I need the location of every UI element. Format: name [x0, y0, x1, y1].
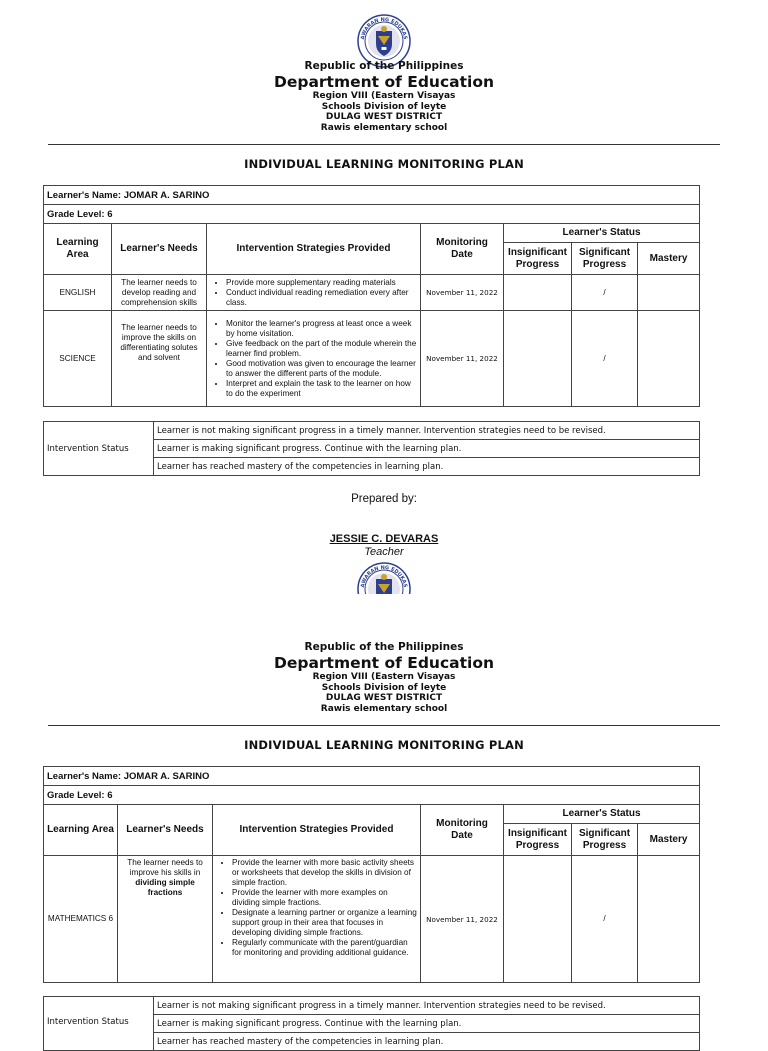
school-line: Rawis elementary school	[320, 703, 448, 714]
mastery-cell	[638, 275, 700, 311]
district-line: DULAG WEST DISTRICT	[325, 693, 443, 703]
strategy-item: • Regularly communicate with the parent/guardian for monitoring and providing additional guidance.	[232, 938, 417, 958]
col-strategies: Intervention Strategies Provided	[213, 805, 421, 856]
date-cell: November 11, 2022	[421, 311, 504, 407]
col-mastery: Mastery	[638, 824, 700, 856]
insignificant-cell	[504, 275, 572, 311]
strategies-cell	[213, 856, 421, 983]
needs-cell: The learner needs to improve the skills on differentiating solutes and solvent	[112, 311, 207, 407]
monitoring-table	[43, 766, 700, 983]
date-cell: November 11, 2022	[421, 856, 504, 983]
status-line: Learner has reached mastery of the competencies in learning plan.	[154, 1033, 700, 1051]
table-row	[44, 856, 700, 983]
status-line: Learner is making significant progress. Continue with the learning plan.	[154, 1015, 700, 1033]
seal-clip	[357, 562, 411, 594]
col-learners-status: Learner's Status	[504, 805, 700, 824]
teacher-name: JESSIE C. DEVARAS	[329, 533, 439, 545]
strategies-cell	[207, 311, 421, 407]
department-line: Department of Education	[273, 73, 495, 91]
mastery-cell	[638, 856, 700, 983]
needs-cell: The learner needs to develop reading and comprehension skills	[112, 275, 207, 311]
strategy-item: • Give feedback on the part of the module wherein the learner find problem.	[226, 339, 417, 359]
col-learners-status: Learner's Status	[504, 224, 700, 243]
intervention-status-table	[43, 421, 700, 476]
insignificant-cell	[504, 856, 572, 983]
col-monitoring-date: Monitoring Date	[421, 224, 504, 275]
col-learning-area: Learning Area	[44, 224, 112, 275]
area-cell: MATHEMATICS 6	[44, 856, 118, 983]
strategy-item: • Designate a learning partner or organize a learning support group in their area that focuses in developing dividing simple fractions.	[232, 908, 417, 938]
teacher-role: Teacher	[364, 546, 404, 558]
status-line: Learner has reached mastery of the competencies in learning plan.	[154, 458, 700, 476]
col-insignificant: Insignificant Progress	[504, 824, 572, 856]
area-cell: ENGLISH	[44, 275, 112, 311]
area-cell: SCIENCE	[44, 311, 112, 407]
mastery-cell	[638, 311, 700, 407]
strategy-item: • Interpret and explain the task to the learner on how to do the experiment	[226, 379, 417, 399]
republic-line: Republic of the Philippines	[304, 60, 464, 72]
region-line: Region VIII (Eastern Visayas	[312, 672, 456, 682]
strategy-item: • Monitor the learner's progress at least once a week by home visitation.	[226, 319, 417, 339]
district-line: DULAG WEST DISTRICT	[325, 112, 443, 122]
grade-level: Grade Level: 6	[44, 786, 700, 805]
significant-mark: /	[572, 856, 638, 983]
col-significant: Significant Progress	[572, 824, 638, 856]
strategy-item: • Good motivation was given to encourage the learner to answer the different parts of the module.	[226, 359, 417, 379]
department-line: Department of Education	[273, 654, 495, 672]
region-line: Region VIII (Eastern Visayas	[312, 91, 456, 101]
status-line: Learner is not making significant progress in a timely manner. Intervention strategies need to be revised.	[154, 422, 700, 440]
strategy-item: • Provide more supplementary reading materials	[226, 278, 417, 288]
col-significant: Significant Progress	[572, 243, 638, 275]
strategies-cell	[207, 275, 421, 311]
plan-title: INDIVIDUAL LEARNING MONITORING PLAN	[244, 738, 524, 752]
learner-name: Learner's Name: JOMAR A. SARINO	[44, 186, 700, 205]
status-line: Learner is making significant progress. Continue with the learning plan.	[154, 440, 700, 458]
strategy-item: • Provide the learner with more examples on dividing simple fractions.	[232, 888, 417, 908]
significant-mark: /	[572, 275, 638, 311]
status-line: Learner is not making significant progress in a timely manner. Intervention strategies need to be revised.	[154, 997, 700, 1015]
col-monitoring-date: Monitoring Date	[421, 805, 504, 856]
table-row	[44, 275, 700, 311]
significant-mark: /	[572, 311, 638, 407]
grade-level: Grade Level: 6	[44, 205, 700, 224]
insignificant-cell	[504, 311, 572, 407]
col-learning-area: Learning Area	[44, 805, 118, 856]
plan-title: INDIVIDUAL LEARNING MONITORING PLAN	[244, 157, 524, 171]
header-divider	[48, 725, 720, 726]
col-learners-needs: Learner's Needs	[112, 224, 207, 275]
col-strategies: Intervention Strategies Provided	[207, 224, 421, 275]
date-cell: November 11, 2022	[421, 275, 504, 311]
intervention-status-label: Intervention Status	[44, 997, 154, 1051]
header-divider	[48, 144, 720, 145]
strategy-item: • Provide the learner with more basic activity sheets or worksheets that develop the skills in division of simple fraction.	[232, 858, 417, 888]
needs-text: The learner needs to improve his skills in	[127, 858, 203, 877]
division-line: Schools Division of leyte	[321, 101, 447, 112]
letterhead	[0, 641, 768, 714]
school-line: Rawis elementary school	[320, 122, 448, 133]
col-learners-needs: Learner's Needs	[118, 805, 213, 856]
monitoring-table	[43, 185, 700, 407]
deped-seal-logo	[357, 562, 411, 594]
col-insignificant: Insignificant Progress	[504, 243, 572, 275]
strategy-item: • Conduct individual reading remediation every after class.	[226, 288, 417, 308]
col-mastery: Mastery	[638, 243, 700, 275]
learner-name: Learner's Name: JOMAR A. SARINO	[44, 767, 700, 786]
needs-emphasis: dividing simple fractions	[135, 878, 195, 897]
table-row	[44, 311, 700, 407]
division-line: Schools Division of leyte	[321, 682, 447, 693]
republic-line: Republic of the Philippines	[304, 641, 464, 653]
letterhead	[0, 60, 768, 133]
prepared-by-label: Prepared by:	[351, 493, 417, 505]
intervention-status-label: Intervention Status	[44, 422, 154, 476]
needs-cell	[118, 856, 213, 983]
